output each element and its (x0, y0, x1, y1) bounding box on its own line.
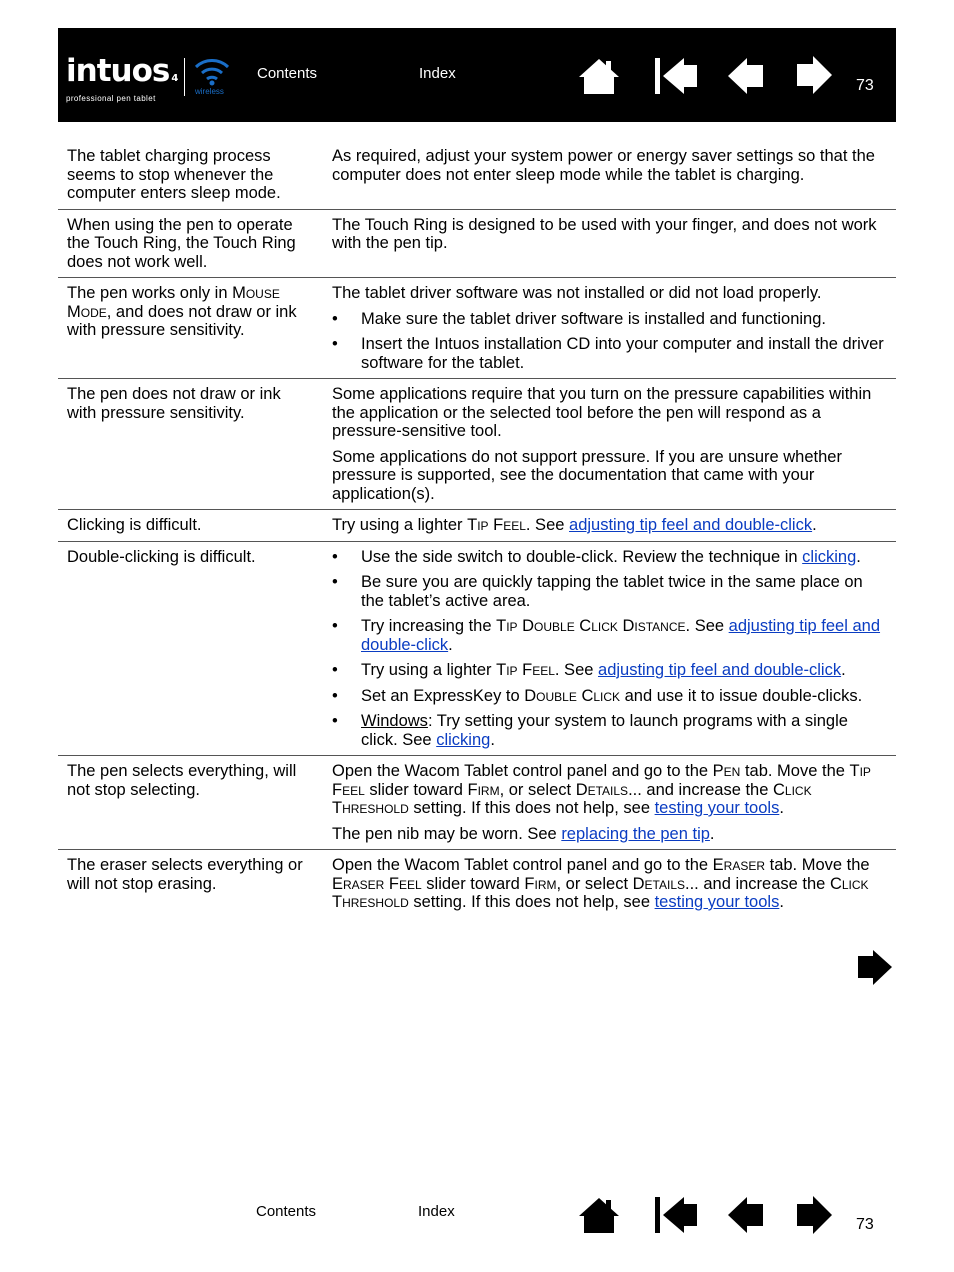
wireless-icon (192, 54, 232, 86)
table-row (58, 541, 896, 756)
text: . (490, 730, 495, 749)
text: The pen works only in (67, 284, 233, 302)
continued-next-icon[interactable] (857, 950, 893, 986)
text: . (856, 547, 861, 566)
solution-cell (318, 510, 896, 542)
list-item (332, 548, 886, 567)
list-item (332, 687, 886, 706)
solution-text (332, 762, 886, 818)
term: Tip Feel (467, 516, 526, 534)
tip-feel-link[interactable]: adjusting tip feel and double-click (598, 661, 842, 679)
table-row (58, 209, 896, 278)
text: . (779, 893, 784, 911)
list-item (332, 712, 886, 749)
table-row (58, 379, 896, 510)
footer-page-number: 73 (856, 1216, 874, 1233)
footer-first-page-icon[interactable] (654, 1196, 698, 1234)
text: and use it to issue double-clicks. (620, 686, 863, 705)
solution-cell (318, 379, 896, 510)
text: setting. If this does not help, see (408, 799, 655, 817)
logo-divider (184, 58, 185, 96)
term: Details (575, 780, 629, 799)
list-item (332, 617, 886, 654)
logo-superscript: 4 (171, 73, 178, 84)
solution-cell: The Touch Ring is designed to be used with your finger, and does not work with the pen tip. (332, 215, 877, 252)
table-row (58, 756, 896, 850)
text: Use the side switch to double-click. Review the technique in (361, 547, 803, 566)
text: . (812, 516, 817, 534)
list-item (332, 661, 886, 680)
wireless-label: wireless (195, 87, 224, 96)
footer-home-icon[interactable] (578, 1196, 620, 1234)
text: ... and increase the (628, 780, 773, 799)
testing-tools-link[interactable]: testing your tools (654, 799, 780, 817)
problem-cell (58, 278, 318, 379)
problem-cell: The pen does not draw or ink with pressure sensitivity. (67, 385, 281, 422)
intuos-logo (66, 54, 177, 103)
text: Try using a lighter (332, 516, 468, 534)
logo-subtitle: professional pen tablet (66, 94, 156, 103)
solution-text: Some applications do not support pressure. If you are unsure whether pressure is supported, see the documentation that came with your application(s). (332, 447, 842, 503)
term: Tip Double Click Distance (496, 617, 686, 635)
replace-pen-tip-link[interactable]: replacing the pen tip (561, 824, 710, 843)
text: . (779, 799, 784, 817)
problem-cell: Clicking is difficult. (67, 516, 202, 534)
page-number: 73 (856, 77, 874, 94)
term: Click Threshold (332, 874, 869, 911)
text: tab. Move the (740, 762, 850, 780)
header-bar (58, 28, 896, 122)
term: Eraser Feel (332, 874, 422, 893)
clicking-link[interactable]: clicking (802, 547, 857, 566)
contents-link[interactable]: Contents (257, 65, 318, 82)
term: Mode (67, 302, 107, 321)
text: Set an ExpressKey to (361, 686, 525, 705)
term: Double Click (524, 686, 621, 705)
clicking-link[interactable]: clicking (436, 730, 491, 749)
problem-cell: Double-clicking is difficult. (67, 547, 256, 566)
text: The pen nib may be worn. See (332, 824, 562, 843)
term: Mouse (232, 284, 280, 302)
footer-contents-link[interactable]: Contents (256, 1203, 317, 1220)
text: ... and increase the (685, 874, 830, 893)
platform-label: Windows (361, 712, 428, 730)
troubleshooting-table (58, 141, 896, 918)
index-link[interactable]: Index (419, 65, 456, 82)
text: , or select (499, 780, 576, 799)
problem-cell: When using the pen to operate the Touch Ring, the Touch Ring does not work well. (67, 215, 296, 271)
list-item: • Make sure the tablet driver software is installed and functioning. (332, 310, 886, 329)
list-item: • Insert the Intuos installation CD into your computer and install the driver software for the tablet. (332, 335, 886, 372)
problem-cell: The eraser selects everything or will not stop erasing. (67, 856, 303, 893)
text: , and does not draw or ink with pressure sensitivity. (67, 302, 297, 339)
tip-feel-link[interactable]: adjusting tip feel and double-click (361, 617, 881, 654)
text: Open the Wacom Tablet control panel and go to the (332, 856, 713, 874)
problem-cell: The tablet charging process seems to stop whenever the computer enters sleep mode. (67, 147, 281, 202)
text: tab. Move the (765, 856, 870, 874)
term: Pen (712, 762, 741, 780)
term: Firm (524, 874, 557, 893)
table-row (58, 510, 896, 542)
text: Try using a lighter (361, 661, 497, 679)
table-row (58, 850, 896, 918)
footer-index-link[interactable]: Index (418, 1203, 455, 1220)
solution-cell (318, 850, 896, 918)
problem-cell: The pen selects everything, will not stop selecting. (67, 762, 297, 799)
text: . (841, 661, 846, 679)
text: . See (554, 661, 599, 679)
tip-feel-link[interactable]: adjusting tip feel and double-click (569, 516, 813, 534)
text: setting. If this does not help, see (408, 893, 655, 911)
text: . See (525, 516, 570, 534)
text: slider toward (364, 780, 468, 799)
term: Firm (467, 780, 500, 799)
text: . (448, 635, 453, 654)
home-icon[interactable] (578, 57, 620, 95)
solution-cell (318, 278, 896, 379)
solution-text (332, 825, 886, 844)
table-row (58, 278, 896, 379)
solution-cell (318, 541, 896, 756)
solution-text: Some applications require that you turn on the pressure capabilities within the application or the selected tool before the pen will respond as a pressure-sensitive tool. (332, 385, 872, 440)
solution-cell: As required, adjust your system power or energy saver settings so that the computer does not enter sleep mode while the tablet is charging. (332, 147, 875, 184)
logo-text: intuos (66, 53, 170, 89)
testing-tools-link[interactable]: testing your tools (654, 893, 780, 911)
text: Try increasing the (361, 617, 497, 635)
footer-previous-page-icon[interactable] (728, 1197, 764, 1233)
text: slider toward (421, 874, 525, 893)
footer-next-page-icon[interactable] (796, 1196, 832, 1234)
solution-text: The tablet driver software was not installed or did not load properly. (332, 284, 822, 302)
text: Open the Wacom Tablet control panel and go to the (332, 762, 713, 780)
previous-page-icon[interactable] (728, 58, 764, 94)
term: Tip Feel (496, 661, 555, 679)
table-row (58, 141, 896, 209)
text: : Try setting your system to launch programs with a single click. See (361, 712, 848, 749)
term: Tip Feel (332, 762, 871, 799)
solution-cell (318, 756, 896, 850)
text: . (709, 824, 715, 843)
term: Eraser (712, 856, 766, 874)
list-item: • Be sure you are quickly tapping the tablet twice in the same place on the tablet’s active area. (332, 573, 886, 610)
text: , or select (556, 874, 633, 893)
term: Click Threshold (332, 780, 812, 817)
next-page-icon[interactable] (796, 56, 832, 94)
first-page-icon[interactable] (654, 57, 698, 95)
text: . See (685, 617, 729, 635)
term: Details (632, 874, 685, 893)
